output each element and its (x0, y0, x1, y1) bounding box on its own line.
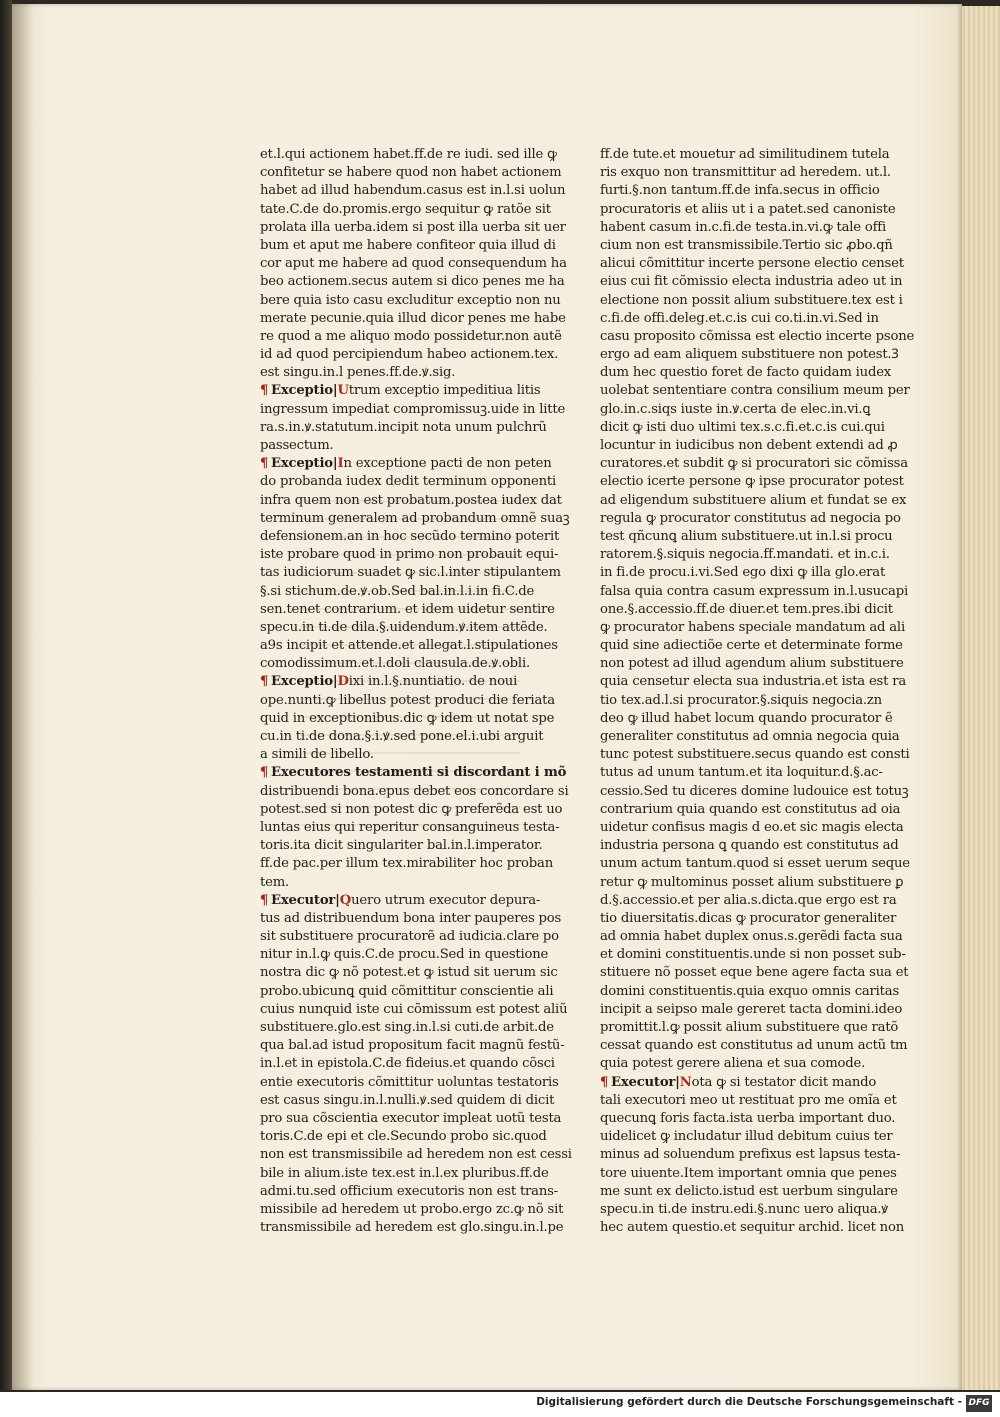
text-line: uidelicet ꝙ includatur illud debitum cuius ter (600, 1129, 893, 1145)
text-line: id ad quod percipiendum habeo actionem.tex. (260, 347, 559, 363)
text-line: tunc potest substituere.secus quando est consti (600, 747, 910, 763)
text-line: toris.C.de epi et cle.Secundo probo sic.quod (260, 1129, 547, 1145)
text-line: admi.tu.sed officium executoris non est trans- (260, 1183, 558, 1199)
rubricated-initial: D (337, 674, 349, 690)
entry-heading: Exceptio| (271, 674, 338, 690)
entry-text: trum exceptio impeditiua litis (348, 383, 541, 399)
text-line: cuius nunquid iste cui cõmissum est potest aliũ (260, 1001, 568, 1017)
text-line: alicui cõmittitur incerte persone electio censet (600, 256, 904, 272)
text-line: test qñcunꝗ alium substituere.ut in.l.si procu (600, 528, 893, 544)
text-line: regula ꝙ procurator constitutus ad negocia po (600, 510, 901, 526)
footer-credit: Digitalisierung gefördert durch die Deutsche Forschungsgemeinschaft - (536, 1396, 962, 1408)
text-line: a9s incipit et attende.et allegat.l.stipulationes (260, 638, 558, 654)
text-line: contrarium quia quando est constitutus ad oia (600, 801, 901, 817)
dfg-logo: DFG (966, 1395, 992, 1412)
text-line: ff.de pac.per illum tex.mirabiliter hoc proban (260, 856, 553, 872)
text-line: habet ad illud habendum.casus est in.l.si uolun (260, 183, 566, 199)
text-line: me sunt ex delicto.istud est uerbum singulare (600, 1183, 898, 1199)
text-line: ad eligendum substituere alium et fundat se ex (600, 492, 907, 508)
text-line: stituere nõ posset eque bene agere facta sua et (600, 965, 909, 981)
text-line: uolebat sententiare contra consilium meum per (600, 383, 910, 399)
text-line: ra.s.in.ꝟ.statutum.incipit nota unum pulchrũ (260, 419, 547, 435)
text-line: domini constituentis.quia exquo omnis caritas (600, 983, 900, 999)
text-line: bile in alium.iste tex.est in.l.ex pluribus.ff.de (260, 1165, 549, 1181)
text-line: potest.sed si non potest dic ꝙ preferẽda est uo (260, 801, 563, 817)
text-line: quecunꝗ foris facta.ista uerba important duo. (600, 1110, 896, 1126)
text-line: qua bal.ad istud propositum facit magnũ festũ- (260, 1038, 565, 1054)
text-line: in fi.de procu.i.vi.Sed ego dixi ꝙ illa glo.erat (600, 565, 886, 581)
pilcrow-mark: ¶ (260, 383, 269, 399)
text-line: eius cui fit cõmissio electa industria adeo ut in (600, 274, 903, 290)
text-line: dicit ꝙ isti duo ultimi tex.s.c.fi.et.c.is cui.qui (600, 419, 885, 435)
entry-text: ixi in.l.§.nuntiatio. de noui (348, 674, 518, 690)
text-line: unum actum tantum.quod si esset uerum seque (600, 856, 910, 872)
rubricated-initial: N (679, 1074, 692, 1090)
text-line: specu.in ti.de dila.§.uidendum.ꝟ.item attẽde. (260, 619, 548, 635)
text-line: tali executori meo ut restituat pro me omĩa et (600, 1092, 897, 1108)
entry-text: ota ꝙ si testator dicit mando (691, 1074, 877, 1090)
text-line: promittit.l.ꝙ possit alium substituere que ratõ (600, 1020, 899, 1035)
text-line: iste probare quod in primo non probauit equi- (260, 547, 559, 563)
text-line: glo.in.c.siqs iuste in.ꝟ.certa de elec.in.vi.ꝗ (600, 401, 871, 417)
entry-heading: Executor| (611, 1074, 680, 1090)
text-line: §.si stichum.de.ꝟ.ob.Sed bal.in.l.i.in fi.C.de (260, 583, 535, 599)
text-line: cessio.Sed tu diceres domine ludouice est totuꝫ (600, 783, 909, 799)
text-line (260, 382, 540, 400)
pilcrow-mark: ¶ (600, 1074, 609, 1090)
text-line: substituere.glo.est sing.in.l.si cuti.de arbit.de (260, 1020, 554, 1035)
text-line: est singu.in.l penes.ff.de.ꝟ.sig. (260, 365, 456, 381)
text-line: bum et aput me habere confiteor quia illud di (260, 237, 556, 253)
text-line: deo ꝙ illud habet locum quando procurator ẽ (600, 710, 893, 726)
text-line (260, 764, 567, 782)
text-line: curatores.et subdit ꝙ si procuratori sic cõmissa (600, 456, 908, 472)
text-line: ingressum impediat compromissuꝫ.uide in litte (260, 401, 566, 417)
text-line: toris.ita dicit singulariter bal.in.l.imperator. (260, 838, 543, 854)
text-line (600, 1074, 882, 1092)
text-line: merate pecunie.quia illud dicor penes me habe (260, 310, 566, 326)
entry-heading: Exceptio| (271, 383, 338, 399)
text-line: et domini constituentis.unde si non posset sub- (600, 947, 906, 963)
text-line: non potest ad illud agendum alium substituere (600, 656, 904, 672)
entry-text: uero utrum executor depura- (351, 892, 541, 908)
text-line: ꝙ procurator habens speciale mandatum ad ali (600, 619, 905, 635)
text-line: sit substituere procuratorẽ ad iudicia.clare po (260, 929, 559, 945)
text-line: do probanda iudex dedit terminum opponenti (260, 474, 557, 490)
text-line: casu proposito cõmissa est electio incerte psone (600, 328, 915, 344)
text-line: procuratoris et aliis ut i a patet.sed canoniste (600, 201, 896, 217)
text-line: cor aput me habere ad quod consequendum ha (260, 256, 567, 272)
text-line: incipit a seipso male gereret tacta domini.ideo (600, 1001, 903, 1017)
pilcrow-mark: ¶ (260, 456, 269, 472)
text-line: one.§.accessio.ff.de diuer.et tem.pres.ibi dicit (600, 601, 893, 617)
text-line: d.§.accessio.et per alia.s.dicta.que ergo est ra (600, 892, 897, 908)
right-text-column (600, 146, 915, 1237)
text-line: tem. (260, 874, 290, 890)
text-line: retur ꝙ multominus posset alium substituere ꝑ (600, 874, 904, 890)
text-line: infra quem non est probatum.postea iudex dat (260, 492, 562, 508)
text-line: a simili de libello. (260, 747, 374, 763)
text-line: ratorem.§.siquis negocia.ff.mandati. et in.c.i. (600, 547, 890, 563)
left-text-column (260, 146, 572, 1237)
text-line: tutus ad unum tantum.et ita loquitur.d.§.ac- (600, 765, 883, 781)
text-line: c.fi.de offi.deleg.et.c.is cui co.ti.in.vi.Sed in (600, 310, 879, 326)
text-line: sen.tenet contrarium. et idem uidetur sentire (260, 601, 555, 617)
text-line: quia censetur electa sua industria.et ista est ra (600, 674, 906, 690)
text-line: confitetur se habere quod non habet actionem (260, 165, 562, 181)
text-line: tas iudiciorum suadet ꝙ sic.l.inter stipulantem (260, 565, 561, 581)
text-line: tate.C.de do.promis.ergo sequitur ꝙ ratõe sit (260, 201, 551, 217)
text-line: prolata illa uerba.idem si post illa uerba sit uer (260, 219, 566, 235)
text-line: non est transmissibile ad heredem non est cessi (260, 1147, 572, 1163)
text-line: tio diuersitatis.dicas ꝙ procurator generaliter (600, 910, 897, 926)
text-line: locuntur in iudicibus non debent extendi ad ꝓ (600, 438, 898, 453)
text-line (260, 892, 540, 910)
text-line: tus ad distribuendum bona inter pauperes pos (260, 910, 562, 926)
text-line: bere quia isto casu excluditur exceptio non nu (260, 292, 561, 308)
text-line: minus ad soluendum prefixus est lapsus testa- (600, 1147, 901, 1163)
text-line: electione non possit alium substituere.tex est i (600, 292, 903, 308)
text-line: ergo ad eam aliquem substituere non potest.Ꝫ (600, 347, 899, 363)
text-line: nostra dic ꝙ nõ potest.et ꝙ istud sit uerum sic (260, 965, 558, 981)
text-line: missibile ad heredem ut probo.ergo zc.ꝙ nõ sit (260, 1201, 564, 1217)
text-line: habent casum in.c.fi.de testa.in.vi.ꝙ tale offi (600, 219, 886, 235)
text-line: ad omnia habet duplex onus.s.gerẽdi facta sua (600, 929, 903, 945)
text-line: falsa quia contra casum expressum in.l.usucapi (600, 583, 908, 599)
text-line: entie executoris cõmittitur uoluntas testatoris (260, 1074, 559, 1090)
entry-text: n exceptione pacti de non peten (343, 456, 552, 472)
text-line: specu.in ti.de instru.edi.§.nunc uero aliqua.ꝟ (600, 1201, 888, 1217)
text-line: beo actionem.secus autem si dico penes me ha (260, 274, 565, 290)
text-line: passectum. (260, 438, 334, 453)
text-line: pro sua cõscientia executor impleat uotũ testa (260, 1110, 562, 1126)
text-line: in.l.et in epistola.C.de fideius.et quando cõsci (260, 1056, 555, 1072)
footer-bar (0, 1392, 1000, 1417)
text-line: luntas eius qui reperitur consanguineus testa- (260, 819, 560, 835)
text-line: furti.§.non tantum.ff.de infa.secus in officio (600, 183, 880, 199)
gutter-shadow (12, 4, 34, 1390)
text-line: cium non est transmissibile.Tertio sic ꝓbo.qñ (600, 237, 893, 253)
text-line: defensionem.an in hoc secũdo termino poterit (260, 528, 560, 544)
entry-heading: Executores testamenti si discordant i mõ (271, 765, 567, 781)
text-line (260, 673, 540, 691)
text-line: est casus singu.in.l.nulli.ꝟ.sed quidem di dicit (260, 1092, 555, 1108)
text-line: quid in exceptionibus.dic ꝙ idem ut notat spe (260, 710, 555, 726)
text-line: nitur in.l.ꝙ quis.C.de procu.Sed in questione (260, 947, 549, 963)
page-stack-edge (956, 6, 1000, 1390)
text-line: cu.in ti.de dona.§.i.ꝟ.sed pone.el.i.ubi arguit (260, 729, 544, 744)
text-line: electio icerte persone ꝙ ipse procurator potest (600, 474, 904, 490)
text-line: probo.ubicunꝗ quid cõmittitur conscientie ali (260, 983, 554, 999)
text-line (260, 455, 552, 473)
text-line: et.l.qui actionem habet.ff.de re iudi. sed ille ꝙ (260, 147, 557, 162)
text-line: hec autem questio.et sequitur archid. licet non (600, 1220, 904, 1236)
rubricated-initial: I (337, 456, 344, 472)
text-line: dum hec questio foret de facto quidam iudex (600, 365, 892, 381)
entry-heading: Exceptio| (271, 456, 338, 472)
text-line: generaliter constitutus ad omnia negocia quia (600, 729, 900, 744)
text-line: tio tex.ad.l.si procurator.§.siquis negocia.zn (600, 692, 882, 708)
text-line: cessat quando est constitutus ad unum actũ tm (600, 1038, 908, 1054)
text-line: comodissimum.et.l.doli clausula.de.ꝟ.obli. (260, 656, 530, 672)
entry-heading: Executor| (271, 892, 340, 908)
pilcrow-mark: ¶ (260, 892, 269, 908)
pilcrow-mark: ¶ (260, 765, 269, 781)
text-line: distribuendi bona.epus debet eos concordare si (260, 783, 569, 799)
text-line: ris exquo non transmittitur ad heredem. ut.l. (600, 165, 891, 181)
text-line: tore uiuente.Item important omnia que penes (600, 1165, 897, 1181)
rubricated-initial: Q (339, 892, 352, 908)
rubricated-initial: U (337, 383, 349, 399)
text-line: re quod a me aliquo modo possidetur.non autẽ (260, 328, 562, 344)
text-line: transmissibile ad heredem est glo.singu.in.l.pe (260, 1220, 564, 1236)
pilcrow-mark: ¶ (260, 674, 269, 690)
text-line: quia potest gerere aliena et sua comode. (600, 1056, 866, 1072)
text-line: ff.de tute.et mouetur ad similitudinem tutela (600, 147, 890, 162)
text-line: uidetur confisus magis d eo.et sic magis electa (600, 819, 904, 835)
text-line: industria persona ꝗ quando est constitutus ad (600, 838, 899, 854)
text-line: ope.nunti.ꝙ libellus potest produci die feriata (260, 692, 555, 708)
book-edge-left (0, 0, 12, 1390)
text-line: terminum generalem ad probandum omnẽ suaꝫ (260, 510, 570, 526)
text-line: quid sine adiectiõe certe et determinate forme (600, 638, 903, 654)
